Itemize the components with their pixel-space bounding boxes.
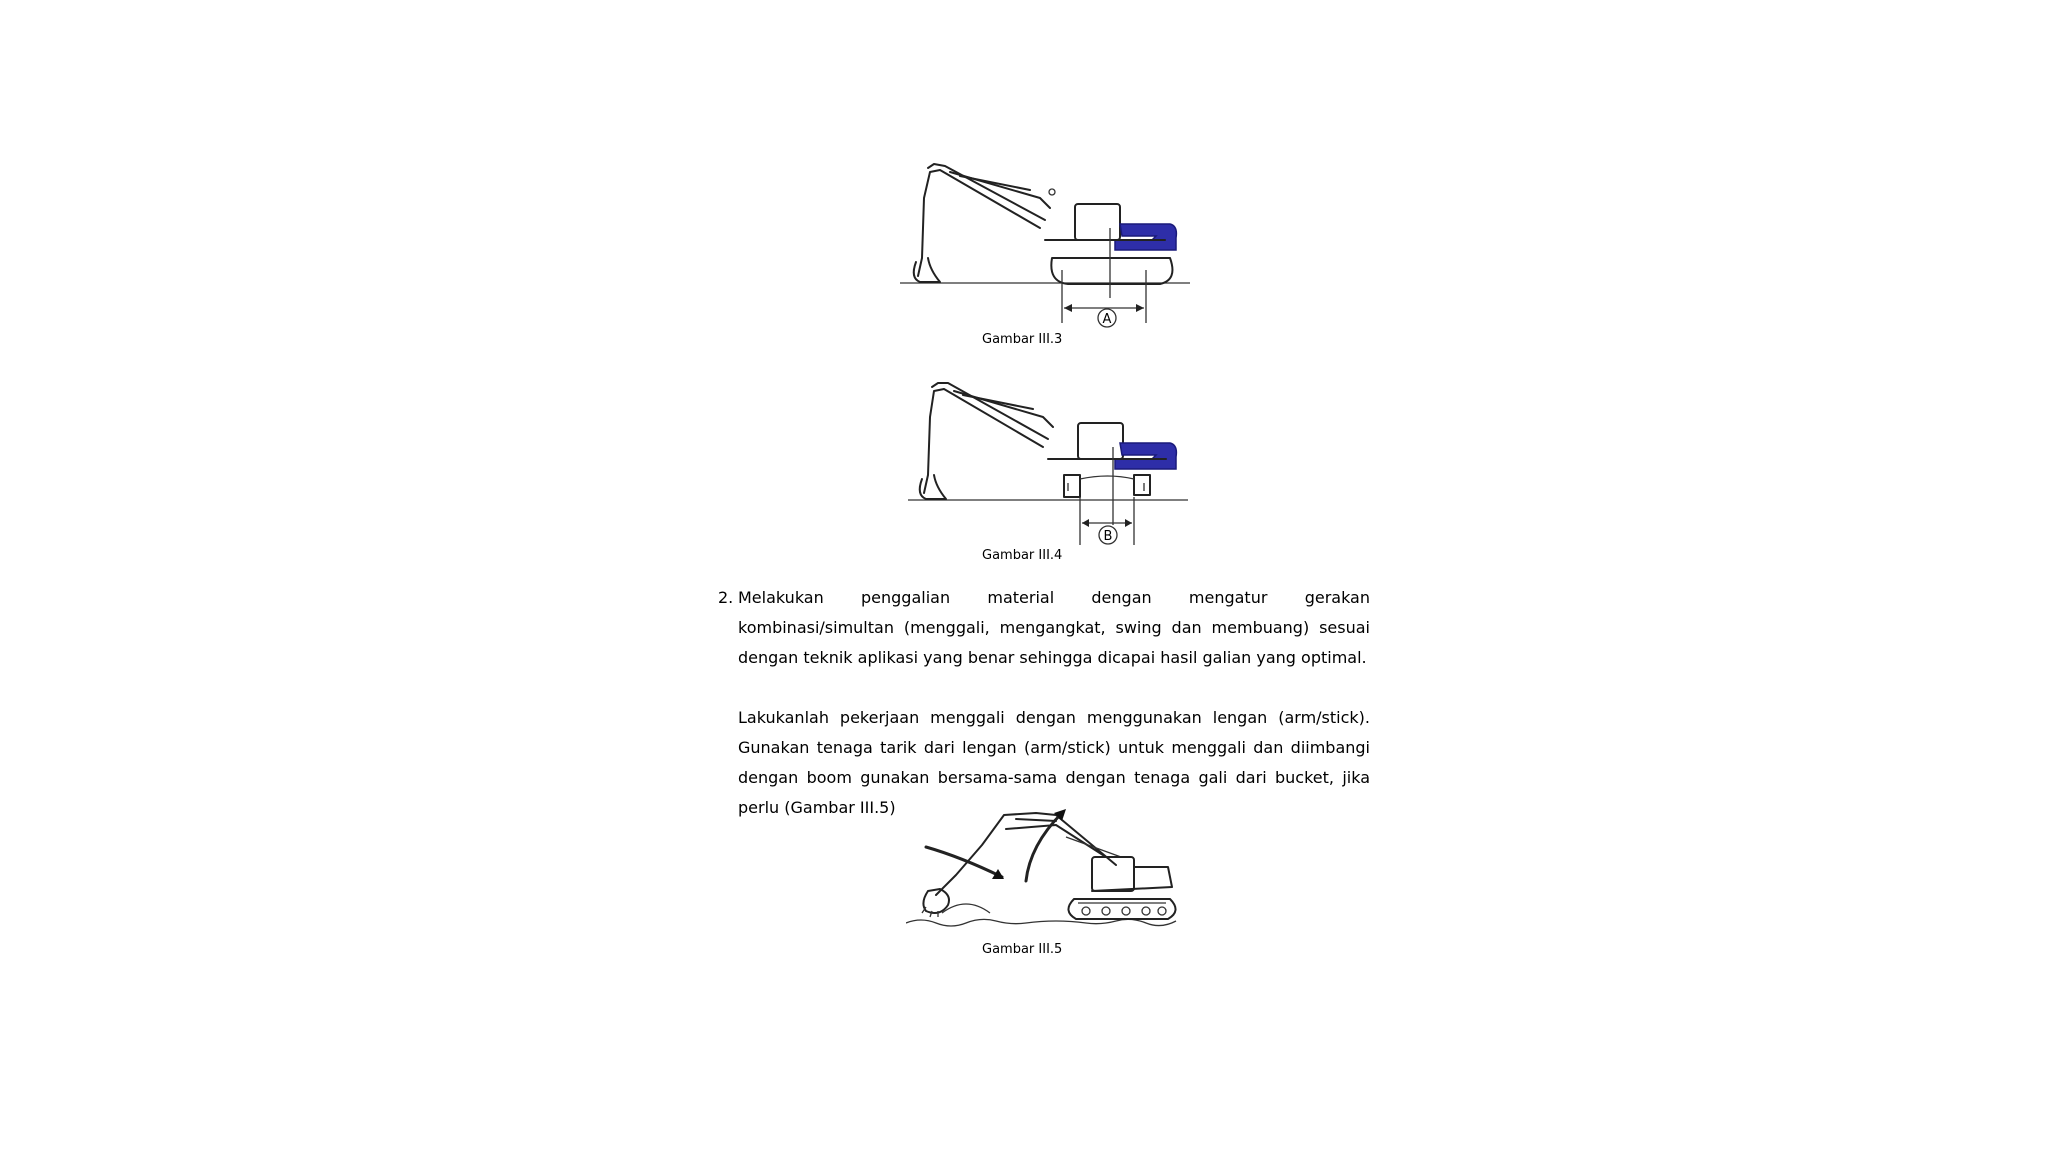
dimension-label-a: A bbox=[1102, 312, 1112, 327]
figure-excavator-a bbox=[900, 158, 1200, 333]
step-text: Melakukan penggalian material dengan mengatur gerakan kombinasi/simultan (menggali, mengangkat, swing dan membuang) sesuai dengan teknik aplikasi yang benar sehingga dicapai hasil galian yang optimal. bbox=[738, 588, 1370, 667]
excavator-illustration-b bbox=[908, 375, 1198, 550]
figure-caption-iii-3: Gambar III.3 bbox=[982, 332, 1063, 347]
excavator-illustration-a bbox=[900, 158, 1200, 333]
figure-caption-iii-5: Gambar III.5 bbox=[982, 942, 1063, 957]
dimension-label-b: B bbox=[1103, 529, 1113, 544]
figure-caption-iii-4: Gambar III.4 bbox=[982, 548, 1063, 563]
step-number: 2. bbox=[718, 588, 734, 607]
figure-excavator-b bbox=[908, 375, 1198, 550]
instruction-text: Lakukanlah pekerjaan menggali dengan menggunakan lengan (arm/stick). Gunakan tenaga tarik dari lengan (arm/stick) untuk menggali dan diimbangi dengan boom gunakan bersama-sama dengan tenaga gali dari bucket, jika perlu (Gambar III.5) bbox=[738, 708, 1370, 817]
excavator-digging-illustration bbox=[906, 795, 1186, 935]
figure-excavator-digging bbox=[906, 795, 1186, 935]
